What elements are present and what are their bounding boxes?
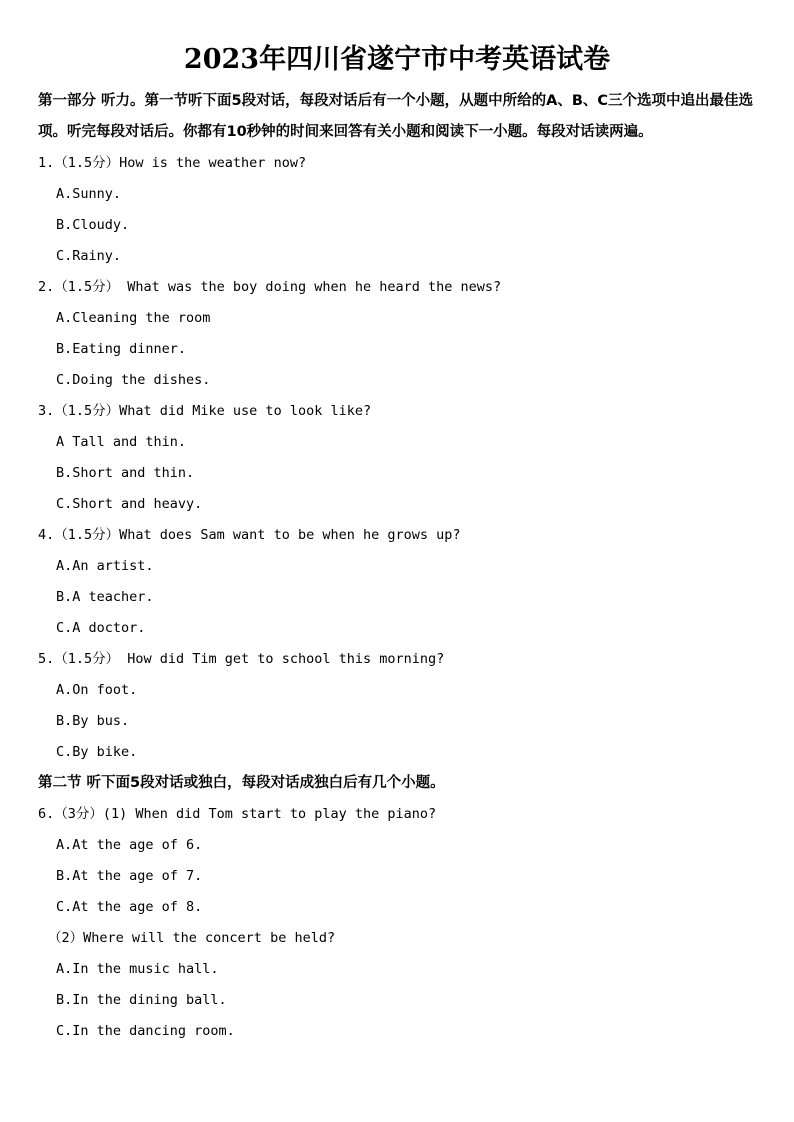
question-3	[38, 396, 756, 520]
option-c: C.A doctor.	[56, 620, 146, 636]
question-stem: 4.（1.5分）What does Sam want to be when he grows up?	[38, 527, 461, 543]
option-c: C.Short and heavy.	[56, 496, 203, 512]
option-a: A.At the age of 6.	[56, 837, 203, 853]
question-stem: 1.（1.5分）How is the weather now?	[38, 155, 307, 171]
option-b: B.A teacher.	[56, 589, 154, 605]
option-c: C.Rainy.	[56, 248, 122, 264]
part1-instructions: 第一部分 听力。第一节听下面5段对话，每段对话后有一个小题，从题中所给的A、B、C三个选项中追出最佳选项。听完每段对话后。你都有10秒钟的时间来回答有关小题和阅读下一小题。每段对话读两遍。	[38, 93, 754, 140]
question-stem: 6.（3分）(1) When did Tom start to play the piano?	[38, 806, 437, 822]
option-c: C.At the age of 8.	[56, 899, 203, 915]
sub-question-stem: （2）Where will the concert be held?	[48, 930, 336, 946]
option-c: C.By bike.	[56, 744, 138, 760]
option-b: B.Cloudy.	[56, 217, 130, 233]
option-c: C.Doing the dishes.	[56, 372, 211, 388]
option-a: A.In the music hall.	[56, 961, 219, 977]
exam-title: 2023年四川省遂宁市中考英语试卷	[183, 44, 611, 75]
question-5	[38, 644, 756, 768]
option-a: A.An artist.	[56, 558, 154, 574]
option-b: B.In the dining ball.	[56, 992, 227, 1008]
option-a: A.Sunny.	[56, 186, 122, 202]
question-stem: 5.（1.5分） How did Tim get to school this morning?	[38, 651, 445, 667]
question-stem: 2.（1.5分） What was the boy doing when he heard the news?	[38, 279, 502, 295]
option-b: B.Short and thin.	[56, 465, 195, 481]
option-a: A.Cleaning the room	[56, 310, 211, 326]
option-c: C.In the dancing room.	[56, 1023, 235, 1039]
option-a: A.On foot.	[56, 682, 138, 698]
section2-heading: 第二节 听下面5段对话或独白，每段对话成独白后有几个小题。	[38, 775, 445, 791]
question-4	[38, 520, 756, 644]
option-b: B.By bus.	[56, 713, 130, 729]
option-b: B.At the age of 7.	[56, 868, 203, 884]
question-stem: 3.（1.5分）What did Mike use to look like?	[38, 403, 372, 419]
option-a: A Tall and thin.	[56, 434, 187, 450]
question-2	[38, 272, 756, 396]
question-6	[38, 799, 756, 1047]
question-1	[38, 148, 756, 272]
option-b: B.Eating dinner.	[56, 341, 187, 357]
